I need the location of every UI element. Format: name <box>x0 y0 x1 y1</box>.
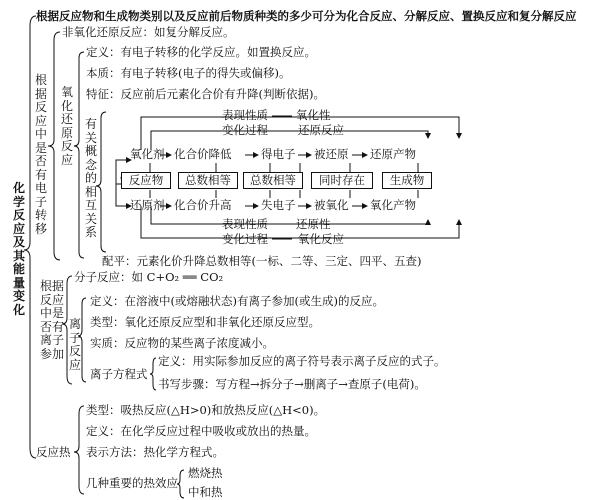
molecular-reaction: 分子反应：如 C+O₂ ══ CO₂ <box>74 270 224 284</box>
bottom-property-value: 还原性 <box>296 217 331 231</box>
electron-transfer-group-label: 根据反应中是否有电子转移 <box>34 73 47 236</box>
ionic-reaction-label: 离子反应 <box>68 317 81 372</box>
reaction-heat-label: 反应热 <box>36 445 71 459</box>
top-process: 变化过程 <box>222 123 268 137</box>
ionic-essence: 实质：反应物的某些离子浓度减小。 <box>90 336 274 350</box>
redox-essence: 本质：有电子转移(电子的得失或偏移)。 <box>86 66 291 80</box>
redox-feature: 特征：反应前后元素化合价有升降(判断依据)。 <box>86 87 325 101</box>
chain-reduction-product: 还原产物 <box>370 147 416 161</box>
redox-definition: 定义：有电子转移的化学反应。如置换反应。 <box>86 45 316 59</box>
chain-valence-decrease: 化合价降低 <box>174 147 232 161</box>
root-label: 化学反应及其能量变化 <box>12 181 25 317</box>
heat-expression: 表示方法：热化学方程式。 <box>86 445 224 459</box>
chain-lose-electrons: 失电子 <box>261 198 296 212</box>
heat-types: 类型：吸热反应(△H>0)和放热反应(△H<0)。 <box>86 403 326 417</box>
top-process-value: 还原反应 <box>298 123 344 137</box>
chain-oxidant: 氧化剂 <box>130 147 165 161</box>
redox-reaction-label: 氧化还原反应 <box>60 85 73 167</box>
box-equal-total-2: 总数相等 <box>243 172 303 189</box>
chain-gain-electrons: 得电子 <box>261 147 296 161</box>
ion-group-label: 根据反应中是否有离子参加 <box>40 279 65 361</box>
top-property: 表现性质 <box>222 108 268 122</box>
classification-by-type: 根据反应物和生成物类别以及反应前后物质种类的多少可分为化合反应、分解反应、置换反应和复分解反应 <box>36 9 577 23</box>
chain-oxidation-product: 氧化产物 <box>370 198 416 212</box>
box-products: 生成物 <box>382 172 432 189</box>
box-coexist: 同时存在 <box>311 172 373 189</box>
chain-oxidized: 被氧化 <box>314 198 349 212</box>
chain-valence-increase: 化合价升高 <box>174 198 232 212</box>
important-heat-effects-label: 几种重要的热效应 <box>86 476 178 490</box>
box-reactants: 反应物 <box>121 172 171 189</box>
chain-reduced: 被还原 <box>314 147 349 161</box>
bottom-property: 表现性质 <box>222 217 268 231</box>
bottom-process: 变化过程 <box>222 232 268 246</box>
ionic-definition: 定义：在溶液中(或熔融状态)有离子参加(或生成)的反应。 <box>90 294 384 308</box>
ionic-equation-definition: 定义：用实际参加反应的离子符号表示离子反应的式子。 <box>158 354 446 368</box>
ionic-types: 类型：氧化还原反应型和非氧化还原反应型。 <box>90 315 320 329</box>
bottom-process-value: 氧化反应 <box>298 232 344 246</box>
balancing-rule: 配平：元素化价升降总数相等(一标、二等、三定、四平、五查) <box>102 254 422 268</box>
heat-definition: 定义：在化学反应过程中吸收或放出的热量。 <box>86 424 316 438</box>
neutralization-heat: 中和热 <box>188 485 223 499</box>
concepts-label: 有关概念的相互关系 <box>84 117 97 239</box>
box-equal-total-1: 总数相等 <box>178 172 238 189</box>
combustion-heat: 燃烧热 <box>188 466 223 480</box>
ionic-equation-label: 离子方程式 <box>90 367 148 381</box>
chain-reductant: 还原剂 <box>130 198 165 212</box>
top-property-value: 氧化性 <box>296 108 331 122</box>
ionic-equation-steps: 书写步骤：写方程→拆分子→删离子→查原子(电荷)。 <box>158 377 426 391</box>
non-redox-reaction: 非氧化还原反应：如复分解反应。 <box>62 25 235 39</box>
